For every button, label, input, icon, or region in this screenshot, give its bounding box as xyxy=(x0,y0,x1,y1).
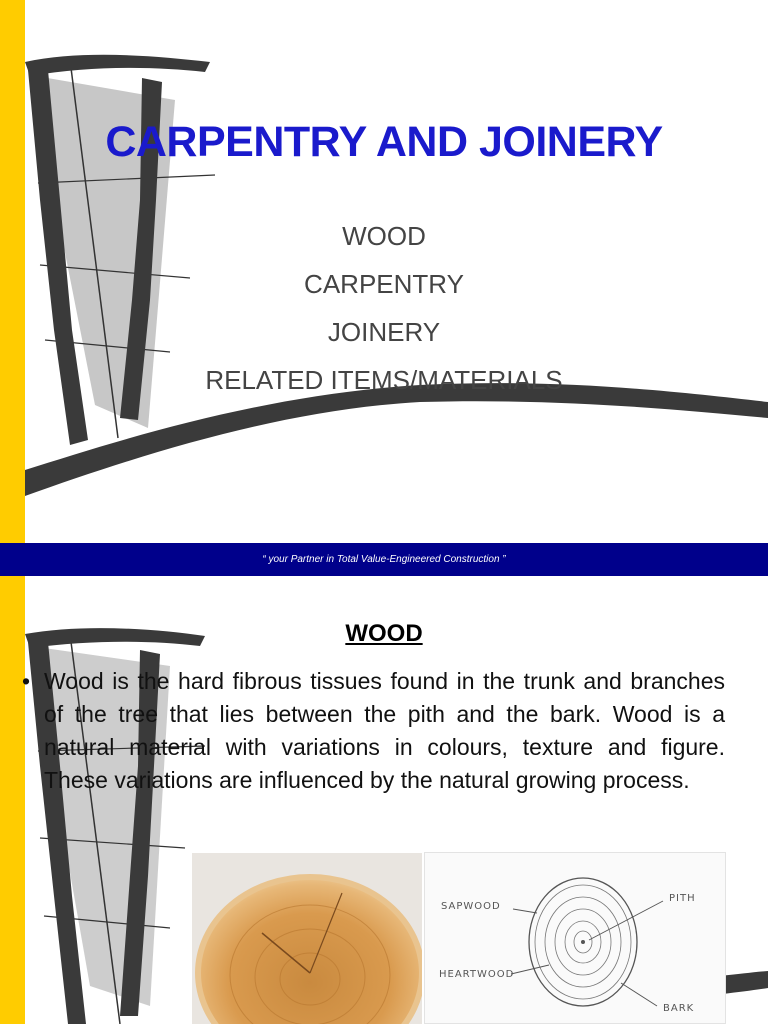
wood-slide xyxy=(0,576,768,1024)
bullet-paragraph xyxy=(22,665,725,797)
section-heading xyxy=(0,620,768,648)
topic-item: CARPENTRY xyxy=(304,269,464,299)
bullet-icon: • xyxy=(22,668,31,694)
heartwood-label: HEARTWOOD xyxy=(439,969,515,980)
bark-label: BARK xyxy=(663,1003,695,1014)
log-slice-image xyxy=(192,853,422,1024)
bullet-text: Wood is the hard fibrous tissues found in the trunk and branches of the tree that lies between the pith and the bark. Wood is a natural material with variations in colours, texture and figure. These variations are influenced by the natural growing process. xyxy=(44,668,725,793)
heading-text: WOOD xyxy=(345,620,423,647)
log-cross-section-photo xyxy=(192,853,422,1024)
tree-ring-diagram xyxy=(424,852,726,1024)
pith-label: PITH xyxy=(669,893,696,904)
tagline-band xyxy=(0,543,768,576)
topic-item: JOINERY xyxy=(327,317,441,347)
tagline-text: “ your Partner in Total Value-Engineered Construction ” xyxy=(262,554,506,565)
tree-ring-sketch xyxy=(425,853,725,1023)
slide-title: CARPENTRY AND JOINERY xyxy=(105,118,663,166)
topic-list xyxy=(0,212,768,404)
topic-item: RELATED ITEMS/MATERIALS xyxy=(205,365,563,395)
sapwood-label: SAPWOOD xyxy=(441,901,501,912)
topic-item: WOOD xyxy=(342,221,426,251)
